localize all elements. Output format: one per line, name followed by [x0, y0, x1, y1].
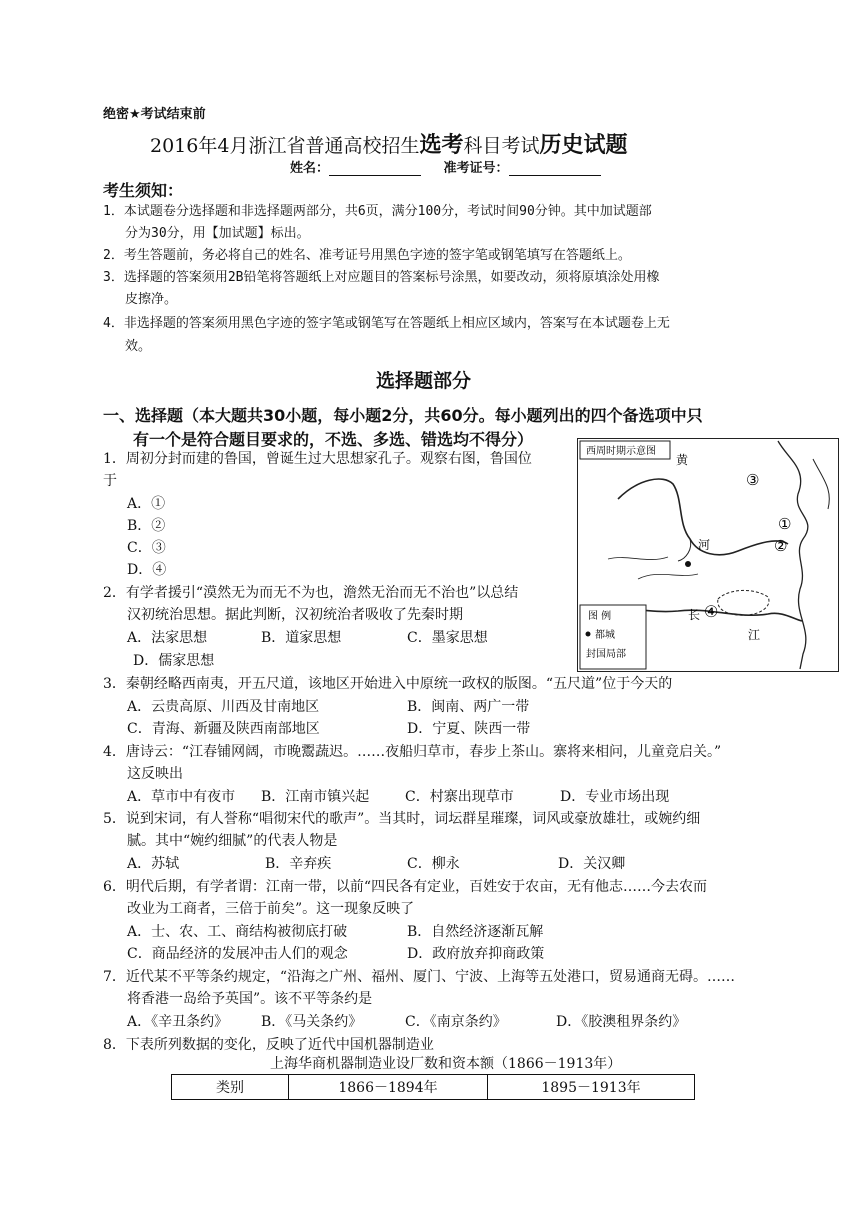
- id-label: 准考证号：: [443, 161, 509, 176]
- label-jiang: 江: [748, 628, 761, 642]
- q3-option-a[interactable]: A．云贵高原、川西及甘南地区: [127, 699, 320, 715]
- title-part-a: 2016年4月浙江省普通高校招生: [150, 135, 420, 157]
- question-6-cont: 改业为工商者，三倍于前矣”。这一现象反映了: [127, 901, 415, 917]
- map-title: 西周时期示意图: [586, 446, 656, 457]
- confidential-mark: 绝密★考试结束前: [103, 107, 206, 122]
- label-huang: 黄: [676, 453, 689, 467]
- exam-title: [150, 128, 628, 159]
- q5-option-d[interactable]: D．关汉卿: [558, 856, 626, 872]
- q3-option-b[interactable]: B．闽南、两广一带: [407, 699, 530, 715]
- q5-option-a[interactable]: A．苏轼: [127, 856, 180, 872]
- table-row: [172, 1075, 695, 1100]
- marker-1: ①: [778, 515, 792, 533]
- data-table: [171, 1074, 695, 1100]
- notice-item: 皮擦净。: [125, 292, 178, 307]
- question-8: 8．下表所列数据的变化，反映了近代中国机器制造业: [103, 1037, 434, 1053]
- title-part-d: 历史试题: [539, 133, 628, 158]
- q7-option-c[interactable]: C．《南京条约》: [405, 1014, 507, 1030]
- label-he: 河: [698, 538, 711, 552]
- q5-option-c[interactable]: C．柳永: [407, 856, 460, 872]
- q4-option-c[interactable]: C．村寨出现草市: [405, 789, 514, 805]
- part1-heading: 一、选择题（本大题共30小题，每小题2分，共60分。每小题列出的四个备选项中只: [103, 406, 703, 425]
- notice-title: 考生须知：: [103, 181, 184, 200]
- q2-option-c[interactable]: C．墨家思想: [407, 630, 488, 646]
- q2-option-b[interactable]: B．道家思想: [261, 630, 342, 646]
- q4-option-b[interactable]: B．江南市镇兴起: [261, 789, 370, 805]
- q1-option-c[interactable]: C．③: [127, 540, 166, 556]
- question-1: 1．周初分封而建的鲁国，曾诞生过大思想家孔子。观察右图，鲁国位: [103, 451, 532, 467]
- q1-option-d[interactable]: D．④: [127, 562, 167, 578]
- q4-option-d[interactable]: D．专业市场出现: [560, 789, 670, 805]
- name-blank[interactable]: [329, 161, 421, 176]
- question-4-cont: 这反映出: [127, 766, 183, 782]
- name-label: 姓名：: [290, 161, 330, 176]
- question-7-cont: 将香港一岛给予英国”。该不平等条约是: [127, 991, 373, 1007]
- table-header-category: 类别: [172, 1075, 289, 1100]
- q3-option-c[interactable]: C．青海、新疆及陕西南部地区: [127, 721, 320, 737]
- question-5-cont: 腻。其中“婉约细腻”的代表人物是: [127, 833, 338, 849]
- table-header-period-1: 1866－1894年: [289, 1075, 488, 1100]
- question-4: 4．唐诗云：“江春铺网阔，市晚鬻蔬迟。……夜船归草市，春步上茶山。寨将来相问，儿童竞启关。”: [103, 744, 722, 760]
- notice-item: 效。: [125, 339, 152, 354]
- notice-item: 4．非选择题的答案须用黑色字迹的签字笔或钢笔写在答题纸上相应区域内，答案写在本试题卷上无: [103, 316, 670, 331]
- q1-option-b[interactable]: B．②: [127, 518, 166, 534]
- capital-dot-icon: [685, 561, 691, 567]
- question-7: 7．近代某不平等条约规定，“沿海之广州、福州、厦门、宁波、上海等五处港口，贸易通商无碍。……: [103, 969, 736, 985]
- q6-option-d[interactable]: D．政府放弃抑商政策: [407, 946, 545, 962]
- question-1-cont: 于: [103, 473, 117, 489]
- table-header-period-2: 1895－1913年: [488, 1075, 695, 1100]
- id-blank[interactable]: [509, 161, 601, 176]
- q2-option-a[interactable]: A．法家思想: [127, 630, 208, 646]
- map-drawing: [578, 439, 838, 671]
- q2-option-d[interactable]: D．儒家思想: [133, 653, 215, 669]
- question-2: 2．有学者援引“漠然无为而无不为也，澹然无治而无不治也”以总结: [103, 585, 519, 601]
- legend-capital: 都城: [595, 630, 615, 641]
- marker-2: ②: [774, 537, 788, 555]
- notice-item: 分为30分，用【加试题】标出。: [125, 226, 310, 241]
- marker-4: ④: [704, 602, 719, 621]
- legend-capital-icon: [586, 632, 591, 637]
- q6-option-b[interactable]: B．自然经济逐渐瓦解: [407, 924, 544, 940]
- title-part-b: 选考: [419, 133, 464, 158]
- western-zhou-map: [577, 438, 839, 672]
- marker-3: ③: [746, 471, 760, 489]
- legend-fief: 封国局部: [586, 649, 626, 660]
- section-title: 选择题部分: [376, 370, 472, 392]
- q7-option-a[interactable]: A．《辛丑条约》: [127, 1014, 229, 1030]
- notice-item: 1．本试题卷分选择题和非选择题两部分，共6页，满分100分，考试时间90分钟。其中加试题部: [103, 204, 652, 219]
- q1-option-a[interactable]: A．①: [127, 496, 166, 512]
- q6-option-a[interactable]: A．士、农、工、商结构被彻底打破: [127, 924, 348, 940]
- q4-option-a[interactable]: A．草市中有夜市: [127, 789, 236, 805]
- legend-title: 图 例: [588, 611, 612, 622]
- q6-option-c[interactable]: C．商品经济的发展冲击人们的观念: [127, 946, 348, 962]
- label-chang: 长: [688, 608, 701, 622]
- q3-option-d[interactable]: D．宁夏、陕西一带: [407, 721, 531, 737]
- question-6: 6．明代后期，有学者谓：江南一带，以前“四民各有定业，百姓安于农亩，无有他志……今去农而: [103, 879, 708, 895]
- title-part-c: 科目考试: [463, 135, 540, 157]
- notice-item: 3．选择题的答案须用2B铅笔将答题纸上对应题目的答案标号涂黑，如要改动，须将原填涂处用橡: [103, 270, 660, 285]
- q5-option-b[interactable]: B．辛弃疾: [265, 856, 332, 872]
- notice-item: 2．考生答题前，务必将自己的姓名、准考证号用黑色字迹的签字笔或钢笔填写在答题纸上。: [103, 248, 631, 263]
- candidate-info-line: [290, 157, 619, 176]
- q7-option-b[interactable]: B．《马关条约》: [261, 1014, 363, 1030]
- table-caption: 上海华商机器制造业设厂数和资本额（1866－1913年）: [270, 1056, 622, 1072]
- question-2-cont: 汉初统治思想。据此判断，汉初统治者吸收了先秦时期: [127, 607, 463, 623]
- question-5: 5．说到宋词，有人誉称“唱彻宋代的歌声”。当其时，词坛群星璀璨，词风或豪放雄壮，或婉约细: [103, 811, 701, 827]
- q7-option-d[interactable]: D．《胶澳租界条约》: [556, 1014, 687, 1030]
- part1-heading-cont: 有一个是符合题目要求的，不选、多选、错选均不得分）: [133, 430, 534, 449]
- question-3: 3．秦朝经略西南夷，开五尺道，该地区开始进入中原统一政权的版图。“五尺道”位于今天的: [103, 676, 673, 692]
